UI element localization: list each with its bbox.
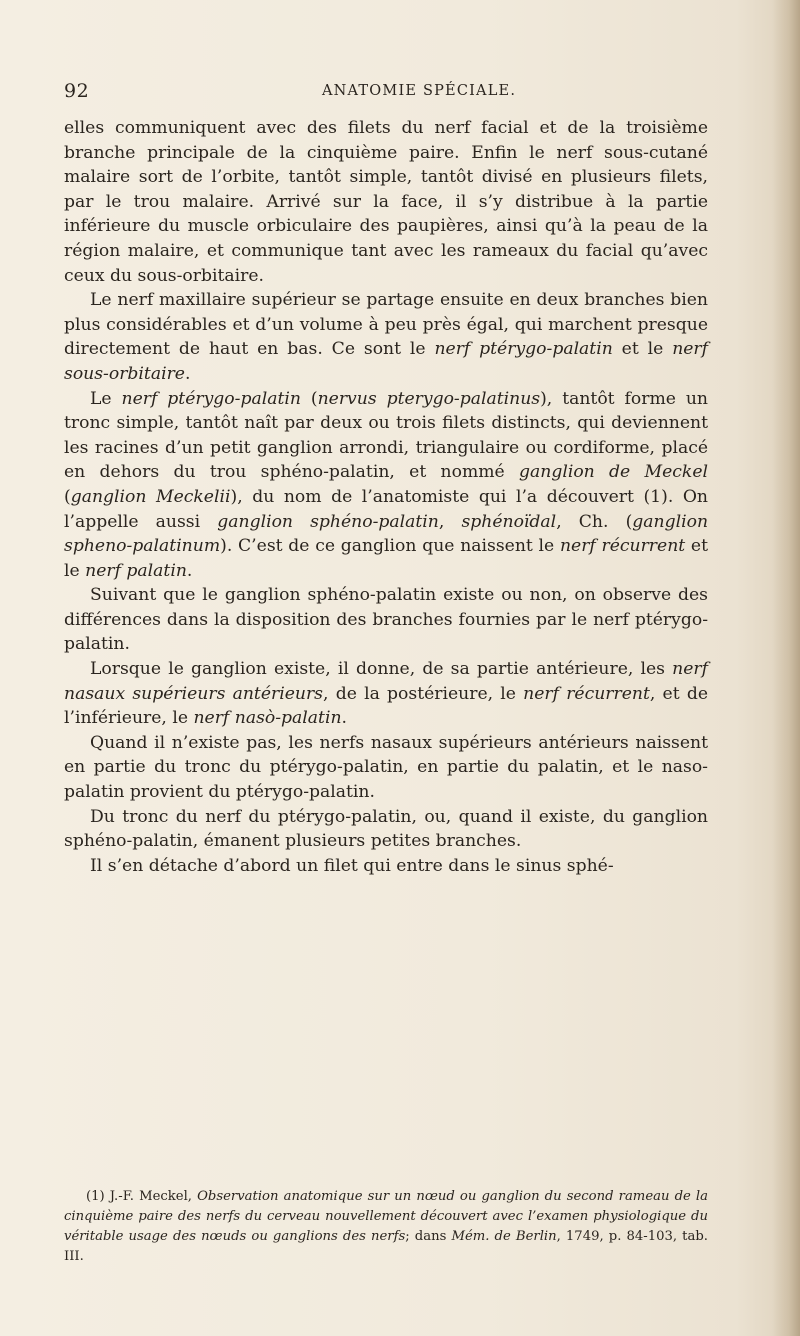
italic-term: ganglion spheno-palatinum xyxy=(64,511,709,557)
italic-term: Observation anatomique sur un nœud ou ganglion du second rameau de la cinquième paire des nerfs du cerveau nouvellement découvert avec l’examen physiologique du véritable usage des nœuds ou ganglions des nerfs xyxy=(64,1189,709,1244)
text-run: , 1749, p. 84-103, tab. III. xyxy=(64,1229,708,1264)
paragraph-4: Suivant que le ganglion sphéno-palatin existe ou non, on observe des différences dans la disposition des branches fournies par le nerf ptérygo-palatin. xyxy=(64,585,708,655)
text-run: , xyxy=(438,511,462,532)
italic-term: nerf palatin xyxy=(85,560,187,581)
page-header xyxy=(64,80,704,106)
text-run: Le xyxy=(90,388,122,409)
paragraph-5 xyxy=(64,657,708,731)
italic-term: nerf nasaux supérieurs antérieurs xyxy=(64,659,708,704)
text-run: et le xyxy=(612,339,673,360)
paragraph-6: Quand il n’existe pas, les nerfs nasaux supérieurs antérieurs naissent en partie du tronc du ptérygo-palatin, en partie du palatin, et le naso-palatin provient du ptérygo-palatin. xyxy=(64,732,708,803)
text-run: ), du nom de l’anatomiste qui l’a découvert (1). On l’appelle aussi xyxy=(64,486,708,532)
italic-term: nerf ptérygo-palatin xyxy=(121,388,301,409)
page-edge-shadow xyxy=(772,0,800,1336)
italic-term: ganglion Meckelii xyxy=(70,486,231,507)
page-number: 92 xyxy=(64,80,90,102)
text-run: ; dans xyxy=(405,1229,452,1244)
italic-term: nervus pterygo-palatinus xyxy=(317,388,541,409)
italic-term: nerf ptérygo-palatin xyxy=(434,339,613,360)
paragraph-3 xyxy=(64,387,708,584)
italic-term: ganglion sphéno-palatin xyxy=(217,511,439,532)
italic-term: nerf récurrent xyxy=(559,536,686,557)
footnote xyxy=(64,1187,708,1267)
text-run: ), tantôt forme un tronc simple, tantôt naît par deux ou trois filets distincts, qui deviennent les racines d’un petit ganglion arrondi, triangulaire ou cordiforme, placé en dehors du trou sphéno-palatin, et nommé xyxy=(64,388,708,483)
paragraph-1: elles communiquent avec des filets du nerf facial et de la troisième branche principale de la cinquième paire. Enfin le nerf sous-cutané malaire sort de l’orbite, tantôt simple, tantôt divisé en plusieurs filets, par le trou malaire. Arrivé sur la face, il s’y distribue à la partie inférieure du muscle orbiculaire des paupières, ainsi qu’à la peau de la région malaire, et communique tant avec les rameaux du facial qu’avec ceux du sous-orbitaire. xyxy=(64,118,708,286)
paragraph-8: Il s’en détache d’abord un filet qui entre dans le sinus sphé- xyxy=(90,855,614,876)
text-run: (1) J.-F. Meckel, xyxy=(86,1189,198,1204)
text-run: ( xyxy=(64,486,71,507)
italic-term: nerf sous-orbitaire xyxy=(64,339,709,384)
running-title: ANATOMIE SPÉCIALE. xyxy=(322,83,517,99)
text-run: ). C’est de ce ganglion que naissent le xyxy=(220,536,560,557)
italic-term: Mém. de Berlin xyxy=(451,1229,557,1244)
italic-term: sphénoïdal xyxy=(461,511,557,532)
text-run: . xyxy=(186,560,193,581)
text-run: ( xyxy=(300,388,318,409)
text-run: , et de l’inférieure, le xyxy=(64,683,709,729)
italic-term: nerf nasò-palatin xyxy=(193,708,342,729)
italic-term: ganglion de Meckel xyxy=(519,462,708,483)
italic-term: nerf récurrent xyxy=(523,683,650,704)
text-run: . xyxy=(341,708,347,729)
text-run: , Ch. ( xyxy=(556,511,633,532)
paragraph-2 xyxy=(64,288,708,386)
text-run: et le xyxy=(64,536,709,581)
body-text xyxy=(64,116,708,878)
text-run: Lorsque le ganglion existe, il donne, de sa partie antérieure, les xyxy=(90,659,673,680)
paragraph-7: Du tronc du nerf du ptérygo-palatin, ou, quand il existe, du ganglion sphéno-palatin, émanent plusieurs petites branches. xyxy=(64,806,708,852)
text-run: Le nerf maxillaire supérieur se partage ensuite en deux branches bien plus considérables et d’un volume à peu près égal, qui marchent presque directement de haut en bas. Ce sont le xyxy=(64,290,708,360)
text-run: , de la postérieure, le xyxy=(323,683,524,704)
footnote-1 xyxy=(64,1187,708,1267)
text-run: . xyxy=(184,363,191,384)
